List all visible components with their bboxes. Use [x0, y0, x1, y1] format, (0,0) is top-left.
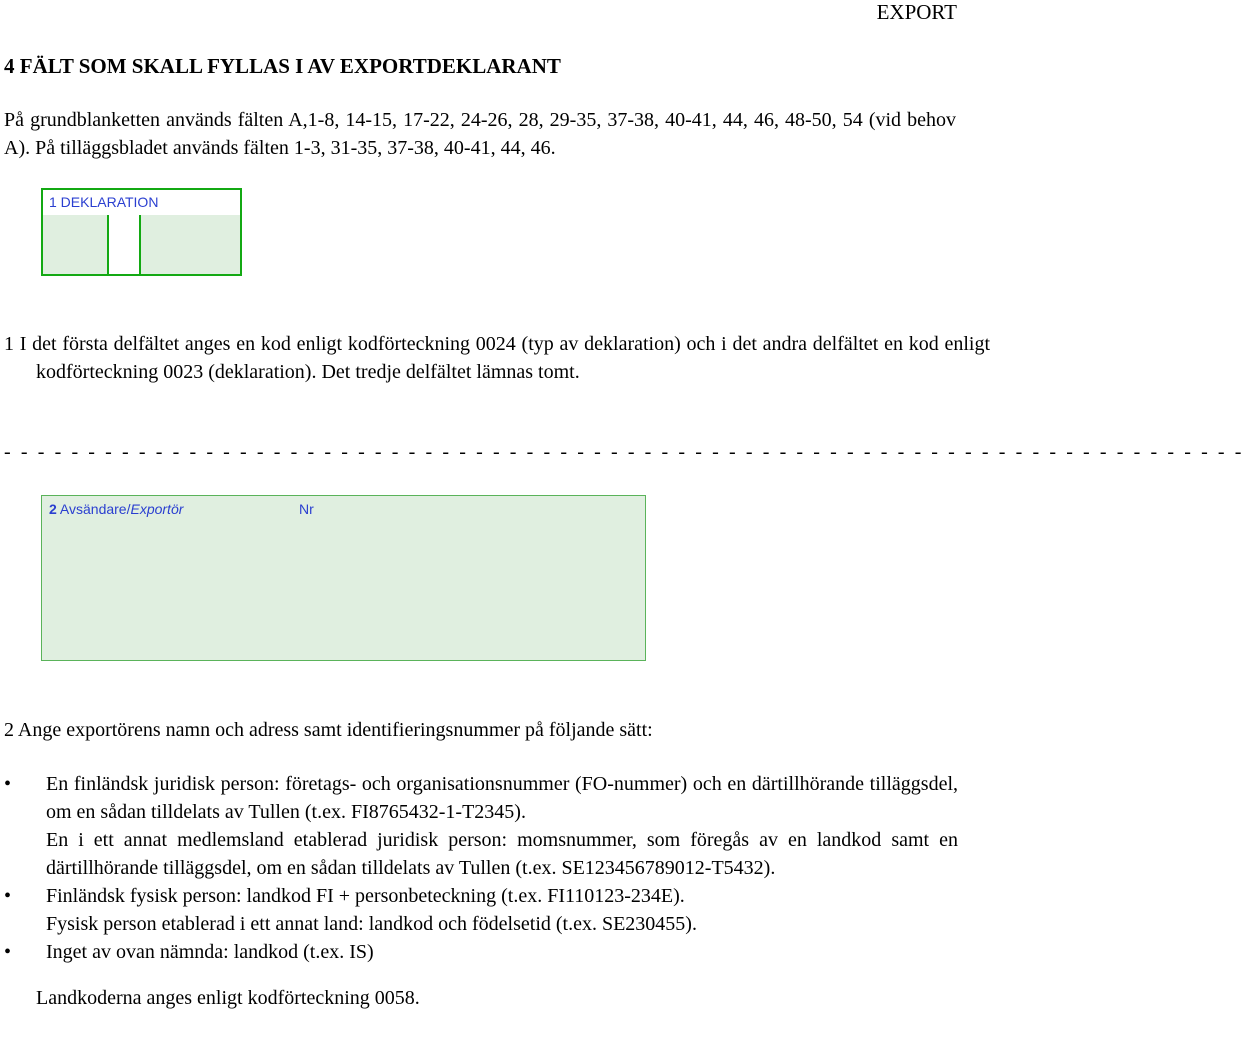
- list-item-text: En finländsk juridisk person: företags- och organisationsnummer (FO-nummer) och en därtillhörande tilläggsdel, om en sådan tilldelats av Tullen (t.ex. FI8765432-1-T2345).: [46, 773, 958, 823]
- list-item: [4, 826, 958, 882]
- field-2-label-sender: Avsändare/: [56, 501, 131, 517]
- bullet-icon: •: [4, 773, 12, 795]
- field-1-instruction: 1 I det första delfältet anges en kod enligt kodförteckning 0024 (typ av deklaration) och i det andra delfältet en kod enligt kodförteckning 0023 (deklaration). Det tredje delfältet lämnas tomt.: [4, 333, 990, 383]
- field-2-nr-label: Nr: [299, 501, 314, 517]
- field-2-instruction: 2 Ange exportörens namn och adress samt identifieringsnummer på följande sätt:: [4, 719, 653, 741]
- field-2-label: [49, 501, 183, 517]
- list-item-text: En i ett annat medlemsland etablerad juridisk person: momsnummer, som föregås av en landkod samt en därtillhörande tilläggsdel, om en sådan tilldelats av Tullen (t.ex. SE123456789012-T5432).: [46, 829, 958, 879]
- document-label: EXPORT: [876, 0, 957, 24]
- bullet-icon: •: [4, 941, 12, 963]
- field-2-sender-exporter-box: [41, 495, 646, 661]
- field-1-declaration-box: [41, 188, 242, 276]
- field-1-subfield-1: [43, 215, 107, 274]
- field-2-label-exporter: Exportör: [130, 501, 184, 517]
- field-2-note: Landkoderna anges enligt kodförteckning 0058.: [36, 987, 420, 1009]
- list-item: [4, 882, 958, 910]
- list-item: [4, 910, 958, 938]
- bullet-icon: •: [4, 885, 12, 907]
- field-1-subfield-2: [107, 215, 141, 274]
- field-1-subfield-3: [141, 215, 240, 274]
- section-separator: - - - - - - - - - - - - - - - - - - - - - - - - - - - - - - - - - - - - - - - - - - - - - - - - - - - - - - - - - - - - - - - - - - - - - - - - - -: [4, 441, 1244, 463]
- section-title: 4 FÄLT SOM SKALL FYLLAS I AV EXPORTDEKLARANT: [4, 54, 561, 78]
- field-2-number: 2: [49, 501, 57, 517]
- list-item-text: Finländsk fysisk person: landkod FI + personbeteckning (t.ex. FI110123-234E).: [46, 885, 685, 907]
- field-2-bullet-list: [4, 770, 958, 1012]
- intro-paragraph: På grundblanketten används fälten A,1-8, 14-15, 17-22, 24-26, 28, 29-35, 37-38, 40-41, 44, 46, 48-50, 54 (vid behov A). På tilläggsbladet används fälten 1-3, 31-35, 37-38, 40-41, 44, 46.: [4, 109, 956, 159]
- field-1-label: 1 DEKLARATION: [43, 190, 240, 215]
- list-item-text: Fysisk person etablerad i ett annat land: landkod och födelsetid (t.ex. SE230455).: [46, 913, 697, 935]
- list-item: [4, 938, 958, 966]
- list-item-text: Inget av ovan nämnda: landkod (t.ex. IS): [46, 941, 374, 963]
- list-item: [4, 770, 958, 826]
